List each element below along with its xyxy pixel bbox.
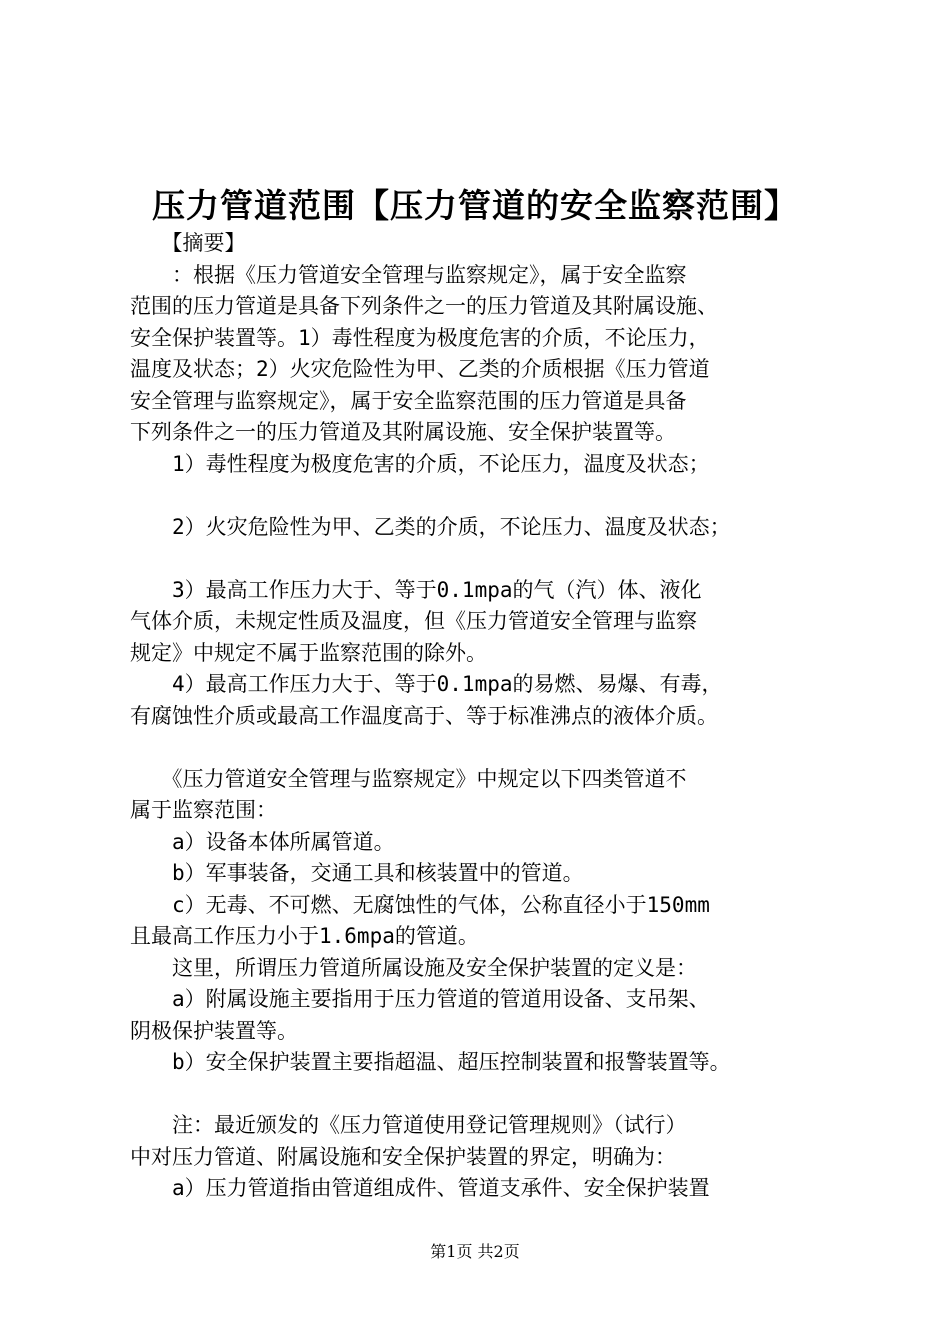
paragraph-line: 规定》中规定不属于监察范围的除外。: [130, 640, 487, 665]
paragraph-line: 气体介质，未规定性质及温度，但《压力管道安全管理与监察: [130, 609, 697, 633]
paragraph-line: 中对压力管道、附属设施和安全保护装置的界定，明确为：: [130, 1144, 676, 1169]
paragraph-line: 范围的压力管道是具备下列条件之一的压力管道及其附属设施、: [130, 294, 718, 318]
blank-line: [130, 480, 850, 512]
paragraph-line: 《压力管道安全管理与监察规定》中规定以下四类管道不: [130, 766, 687, 791]
paragraph-line: 属于监察范围：: [130, 798, 277, 822]
paragraph-line: 有腐蚀性介质或最高工作温度高于、等于标准沸点的液体介质。: [130, 703, 718, 728]
paragraph-line: 2）火灾危险性为甲、乙类的介质，不论压力、温度及状态；: [130, 514, 731, 539]
paragraph-line: b）安全保护装置主要指超温、超压控制装置和报警装置等。: [130, 1050, 731, 1074]
paragraph-line: 阴极保护装置等。: [130, 1018, 298, 1043]
paragraph-line: 安全保护装置等。1）毒性程度为极度危害的介质，不论压力，: [130, 325, 710, 350]
paragraph-line: b）军事装备，交通工具和核装置中的管道。: [130, 861, 584, 885]
paragraph-line: a）压力管道指由管道组成件、管道支承件、安全保护装置: [130, 1176, 710, 1200]
paragraph-line: ：根据《压力管道安全管理与监察规定》，属于安全监察: [130, 262, 687, 287]
document-body: [130, 228, 850, 1205]
paragraph-line: 注：最近颁发的《压力管道使用登记管理规则》（试行）: [130, 1113, 687, 1137]
document-title: 压力管道范围【压力管道的安全监察范围】: [152, 186, 798, 225]
paragraph-line: 1）毒性程度为极度危害的介质，不论压力，温度及状态；: [130, 451, 710, 476]
paragraph-line: 温度及状态；2）火灾危险性为甲、乙类的介质根据《压力管道: [130, 357, 710, 381]
blank-line: [130, 1079, 850, 1111]
paragraph-line: 安全管理与监察规定》，属于安全监察范围的压力管道是具备: [130, 388, 687, 413]
paragraph-line: a）设备本体所属管道。: [130, 829, 395, 854]
paragraph-line: a）附属设施主要指用于压力管道的管道用设备、支吊架、: [130, 987, 710, 1011]
blank-line: [130, 543, 850, 575]
blank-line: [130, 732, 850, 764]
paragraph-line: 且最高工作压力小于1.6mpa的管道。: [130, 924, 479, 948]
paragraph-line: 这里，所谓压力管道所属设施及安全保护装置的定义是：: [130, 955, 697, 980]
paragraph-line: 【摘要】: [130, 231, 246, 255]
page-footer: 第1页 共2页: [430, 1242, 520, 1261]
paragraph-line: 下列条件之一的压力管道及其附属设施、安全保护装置等。: [130, 420, 676, 444]
paragraph-line: c）无毒、不可燃、无腐蚀性的气体，公称直径小于150mm: [130, 892, 710, 917]
paragraph-line: 4）最高工作压力大于、等于0.1mpa的易燃、易爆、有毒，: [130, 672, 723, 696]
paragraph-line: 3）最高工作压力大于、等于0.1mpa的气（汽）体、液化: [130, 577, 702, 602]
